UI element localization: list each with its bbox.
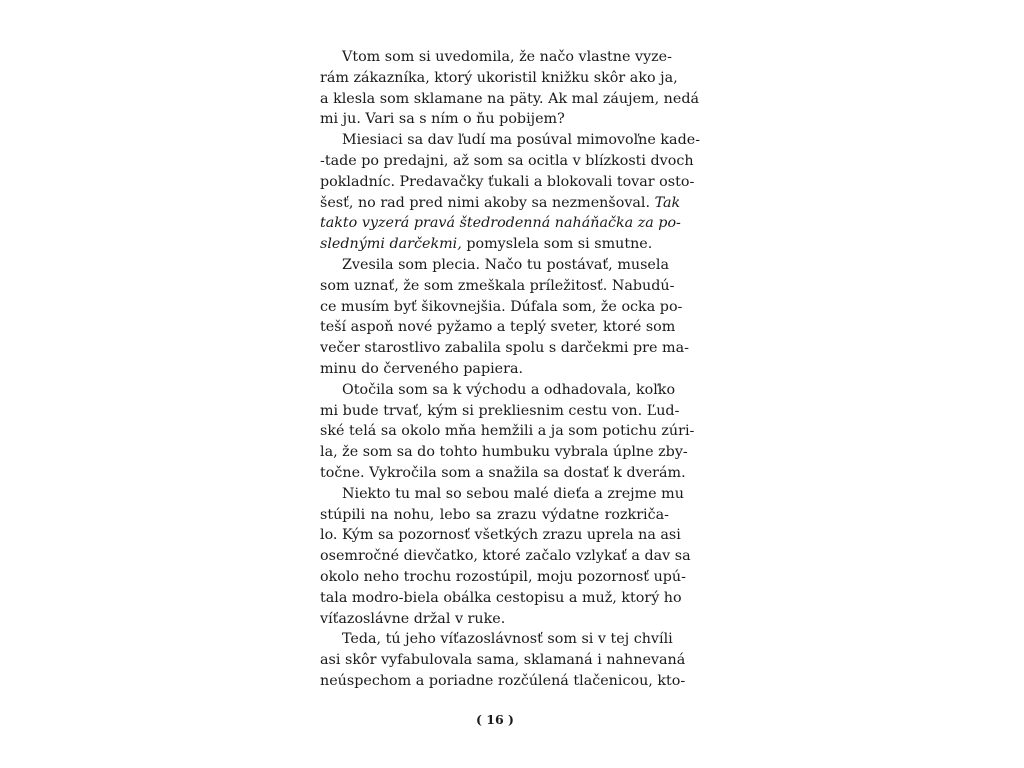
text-run: ce musím byť šikovnejšia. Dúfala som, že ocka po-	[320, 298, 683, 315]
text-line	[320, 671, 686, 692]
text-run: teší aspoň nové pyžamo a teplý sveter, ktoré som	[320, 319, 676, 336]
text-run: tala modro-biela obálka cestopisu a muž, ktorý ho	[320, 589, 682, 606]
paragraph	[320, 484, 691, 630]
text-run: la, že som sa do tohto humbuku vybrala úplne zby-	[320, 444, 688, 461]
text-run: pokladníc. Predavačky ťukali a blokovali tovar osto-	[320, 173, 695, 190]
text-line	[320, 151, 694, 172]
text-line	[320, 588, 682, 609]
text-line	[320, 650, 686, 671]
paragraph	[320, 47, 700, 130]
text-run: točne. Vykročila som a snažila sa dostať k dverám.	[320, 464, 686, 481]
text-run: -tade po predajni, až som sa ocitla v blízkosti dvoch	[320, 152, 694, 169]
text-line	[320, 629, 673, 650]
text-line	[320, 421, 695, 442]
italic-text: Tak	[654, 194, 681, 211]
text-run: Miesiaci sa dav ľudí ma posúval mimovoľne kade-	[342, 132, 701, 149]
text-run: mi ju. Vari sa s ním o ňu pobijem?	[320, 111, 565, 128]
text-line	[320, 89, 700, 110]
text-run: osemročné dievčatko, ktoré začalo vzlykať a dav sa	[320, 548, 691, 565]
text-line	[320, 276, 675, 297]
italic-text: slednými darčekmi,	[320, 236, 462, 253]
text-run: šesť, no rad pred nimi akoby sa nezmenšoval.	[320, 194, 655, 211]
text-line	[320, 130, 701, 151]
paragraph	[320, 130, 701, 255]
text-line	[320, 109, 669, 130]
text-run: mi bude trvať, kým si prekliesnim cestu von. Ľud-	[320, 402, 680, 419]
text-run: asi skôr vyfabulovala sama, sklamaná i nahnevaná	[320, 652, 686, 669]
text-run: pomyslela som si smutne.	[461, 236, 653, 253]
body-text	[320, 47, 701, 692]
text-run: ské telá sa okolo mňa hemžili a ja som potichu zúri-	[320, 423, 695, 440]
text-run: víťazoslávne držal v ruke.	[320, 610, 506, 627]
page-number: ( 16 )	[476, 712, 514, 727]
text-line	[320, 505, 669, 526]
text-line	[320, 525, 681, 546]
text-line	[320, 297, 683, 318]
text-line	[320, 380, 676, 401]
text-line	[320, 442, 688, 463]
text-line	[320, 484, 684, 505]
text-run: lo. Kým sa pozornosť všetkých zrazu uprela na asi	[320, 527, 681, 544]
text-run: Vtom som si uvedomila, že načo vlastne vyze-	[342, 49, 672, 65]
italic-text: takto vyzerá pravá štedrodenná naháňačka za po-	[320, 215, 681, 232]
text-run: stúpili na nohu, lebo sa zrazu výdatne rozkriča-	[320, 506, 669, 523]
text-run: rám zákazníka, ktorý ukoristil knižku skôr ako ja,	[320, 69, 678, 86]
text-line	[320, 317, 676, 338]
text-run: Niekto tu mal so sebou malé dieťa a zrejme mu	[342, 485, 684, 502]
text-run: Otočila som sa k východu a odhadovala, koľko	[342, 381, 676, 398]
text-run: Teda, tú jeho víťazoslávnosť som si v tej chvíli	[342, 631, 673, 648]
text-run: a klesla som sklamane na päty. Ak mal záujem, nedá	[320, 90, 700, 107]
text-line	[320, 338, 689, 359]
paragraph	[320, 629, 686, 691]
text-line	[320, 609, 669, 630]
text-run: som uznať, že som zmeškala príležitosť. Nabudú-	[320, 277, 675, 294]
text-run: večer starostlivo zabalila spolu s darčekmi pre ma-	[320, 340, 689, 357]
text-line	[320, 359, 669, 380]
text-line	[320, 234, 669, 255]
text-line	[320, 68, 678, 89]
text-line	[320, 567, 686, 588]
paragraph	[320, 255, 689, 380]
text-run: okolo neho trochu rozostúpil, moju pozornosť upú-	[320, 568, 686, 585]
text-line	[320, 193, 681, 214]
text-line	[320, 213, 681, 234]
text-run: neúspechom a poriadne rozčúlená tlačenicou, kto-	[320, 672, 686, 689]
text-line	[320, 255, 669, 276]
text-line	[320, 172, 695, 193]
text-line	[320, 401, 680, 422]
paragraph	[320, 380, 695, 484]
text-line	[320, 463, 686, 484]
text-run: Zvesila som plecia. Načo tu postávať, musela	[342, 256, 669, 273]
text-line	[320, 546, 691, 567]
text-line	[320, 47, 672, 68]
text-run: minu do červeného papiera.	[320, 360, 524, 377]
